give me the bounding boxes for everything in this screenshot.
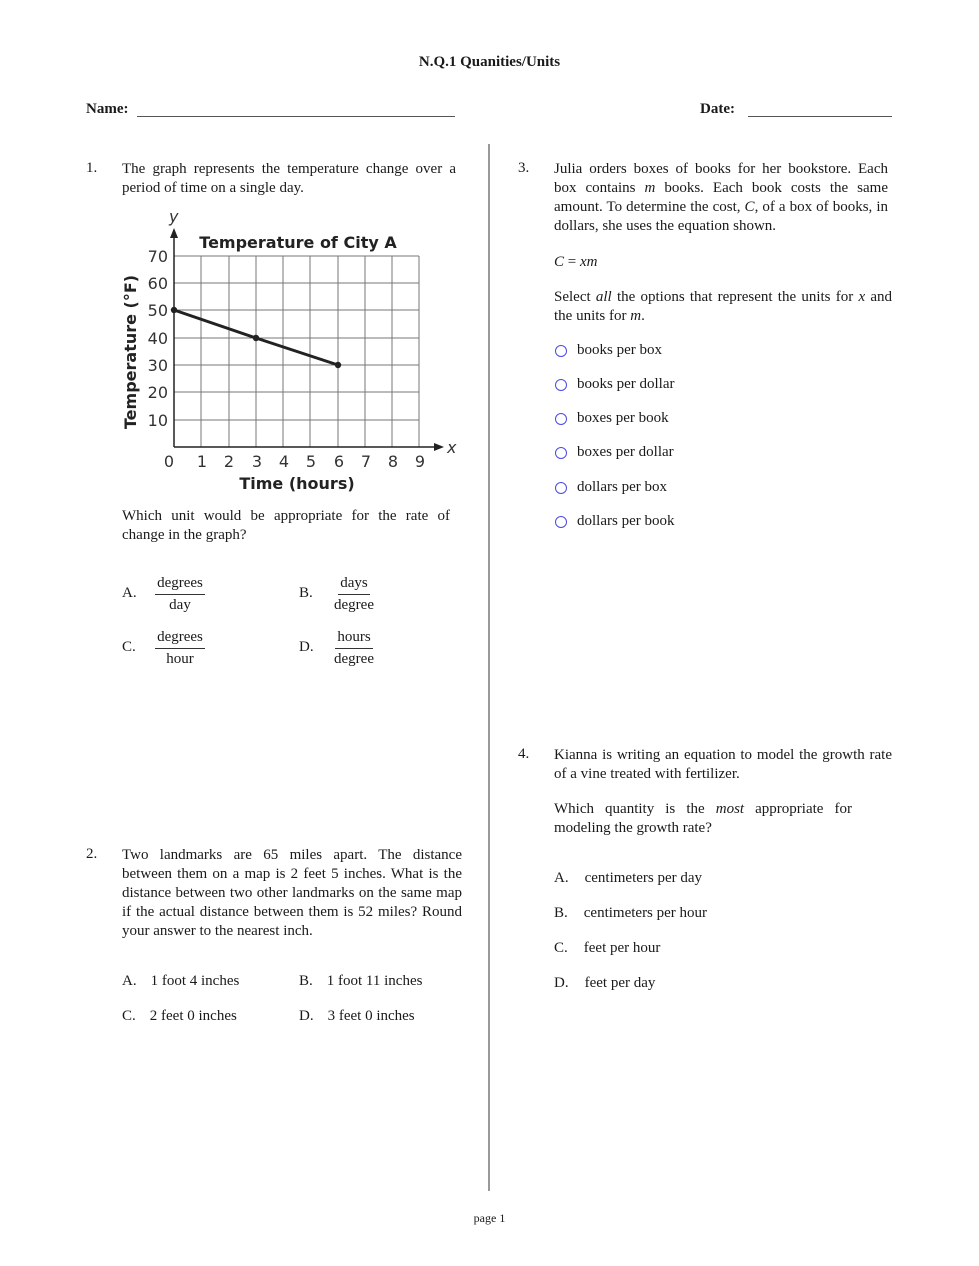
data-point xyxy=(171,307,177,313)
question-1-prompt: Which unit would be appropriate for the rate of change in the graph? xyxy=(122,508,450,543)
question-3-number: 3. xyxy=(518,160,530,176)
temperature-graph xyxy=(112,200,472,500)
q1-option-b-letter: B. xyxy=(299,585,313,601)
svg-text:30: 30 xyxy=(147,356,168,375)
q1-option-a-letter: A. xyxy=(122,585,137,601)
question-4-number: 4. xyxy=(518,746,530,762)
q1-option-c[interactable]: degrees hour xyxy=(157,629,203,667)
y-var-label: y xyxy=(169,207,179,226)
x-tick-labels xyxy=(164,452,425,471)
date-field[interactable] xyxy=(748,100,892,117)
question-1-text: The graph represents the temperature change over a period of time on a single day. xyxy=(122,161,456,196)
column-divider xyxy=(488,144,490,1191)
question-3-equation: C = xm xyxy=(554,254,598,270)
data-point xyxy=(335,362,341,368)
y-axis-arrow-icon xyxy=(170,228,178,238)
y-axis-label: Temperature (°F) xyxy=(121,274,140,430)
name-field[interactable] xyxy=(137,100,455,117)
x-axis-arrow-icon xyxy=(434,443,444,451)
q3-option-books-per-dollar[interactable]: books per dollar xyxy=(555,376,674,393)
svg-text:50: 50 xyxy=(147,301,168,320)
radio-circle-icon[interactable] xyxy=(555,516,567,528)
svg-text:9: 9 xyxy=(414,452,426,471)
q3-option-dollars-per-book[interactable]: dollars per book xyxy=(555,513,674,530)
svg-text:4: 4 xyxy=(278,452,290,471)
svg-text:2: 2 xyxy=(223,452,235,471)
q3-option-books-per-box[interactable]: books per box xyxy=(555,342,662,359)
svg-text:8: 8 xyxy=(387,452,399,471)
q1-option-c-letter: C. xyxy=(122,639,136,655)
svg-text:7: 7 xyxy=(360,452,372,471)
radio-circle-icon[interactable] xyxy=(555,413,567,425)
q2-option-a[interactable]: A. 1 foot 4 inches xyxy=(122,973,240,989)
svg-text:1: 1 xyxy=(196,452,208,471)
y-tick-labels xyxy=(148,247,168,430)
x-axis-label: Time (hours) xyxy=(239,474,355,493)
radio-circle-icon[interactable] xyxy=(555,447,567,459)
q1-option-d-letter: D. xyxy=(299,639,314,655)
data-point xyxy=(253,335,259,341)
svg-text:40: 40 xyxy=(147,329,168,348)
svg-text:70: 70 xyxy=(147,247,168,266)
q2-option-d[interactable]: D. 3 feet 0 inches xyxy=(299,1008,415,1024)
q4-option-d[interactable]: D. feet per day xyxy=(554,975,656,991)
question-3-text: Julia orders boxes of books for her bookstore. Each box contains m books. Each book costs the same amount. To determine the cost, C, of a box of books, in dollars, she uses the equation shown. xyxy=(554,161,889,234)
svg-text:3: 3 xyxy=(251,452,263,471)
radio-circle-icon[interactable] xyxy=(555,482,567,494)
q3-option-boxes-per-book[interactable]: boxes per book xyxy=(555,410,669,427)
page-number: page 1 xyxy=(473,1211,506,1225)
svg-text:20: 20 xyxy=(147,383,168,402)
q4-option-b[interactable]: B. centimeters per hour xyxy=(554,905,708,921)
q3-option-boxes-per-dollar[interactable]: boxes per dollar xyxy=(555,444,674,461)
q3-option-dollars-per-box[interactable]: dollars per box xyxy=(555,479,667,496)
svg-text:6: 6 xyxy=(333,452,345,471)
graph-title: Temperature of City A xyxy=(199,233,397,252)
question-3-select-prompt: Select all the options that represent the units for x and the units for m. xyxy=(554,289,892,324)
page-title: N.Q.1 Quanities/Units xyxy=(418,54,561,70)
q4-option-c[interactable]: C. feet per hour xyxy=(554,940,661,956)
radio-circle-icon[interactable] xyxy=(555,345,567,357)
q2-option-c[interactable]: C. 2 feet 0 inches xyxy=(122,1008,237,1024)
question-1-number: 1. xyxy=(86,160,98,176)
q1-option-a[interactable]: degrees day xyxy=(157,575,203,613)
x-var-label: x xyxy=(447,438,457,457)
name-label: Name: xyxy=(86,101,129,117)
svg-text:5: 5 xyxy=(305,452,317,471)
question-4-text: Kianna is writing an equation to model the growth rate of a vine treated with fertilizer. xyxy=(554,747,892,782)
svg-text:60: 60 xyxy=(147,274,168,293)
question-2-text: Two landmarks are 65 miles apart. The distance between them on a map is 2 feet 5 inches. What is the distance between two other landmarks on the same map if the actual distance between them is 52 miles? Round your answer to the nearest inch. xyxy=(122,847,462,939)
q4-option-a[interactable]: A. centimeters per day xyxy=(554,870,703,886)
question-4-prompt: Which quantity is the most appropriate for modeling the growth rate? xyxy=(554,801,852,836)
q1-option-d[interactable]: hours degree xyxy=(334,629,374,667)
svg-text:10: 10 xyxy=(147,411,168,430)
q2-option-b[interactable]: B. 1 foot 11 inches xyxy=(299,973,423,989)
question-2-number: 2. xyxy=(86,846,98,862)
radio-circle-icon[interactable] xyxy=(555,379,567,391)
svg-text:0: 0 xyxy=(163,452,175,471)
date-label: Date: xyxy=(700,101,735,117)
q1-option-b[interactable]: days degree xyxy=(334,575,374,613)
